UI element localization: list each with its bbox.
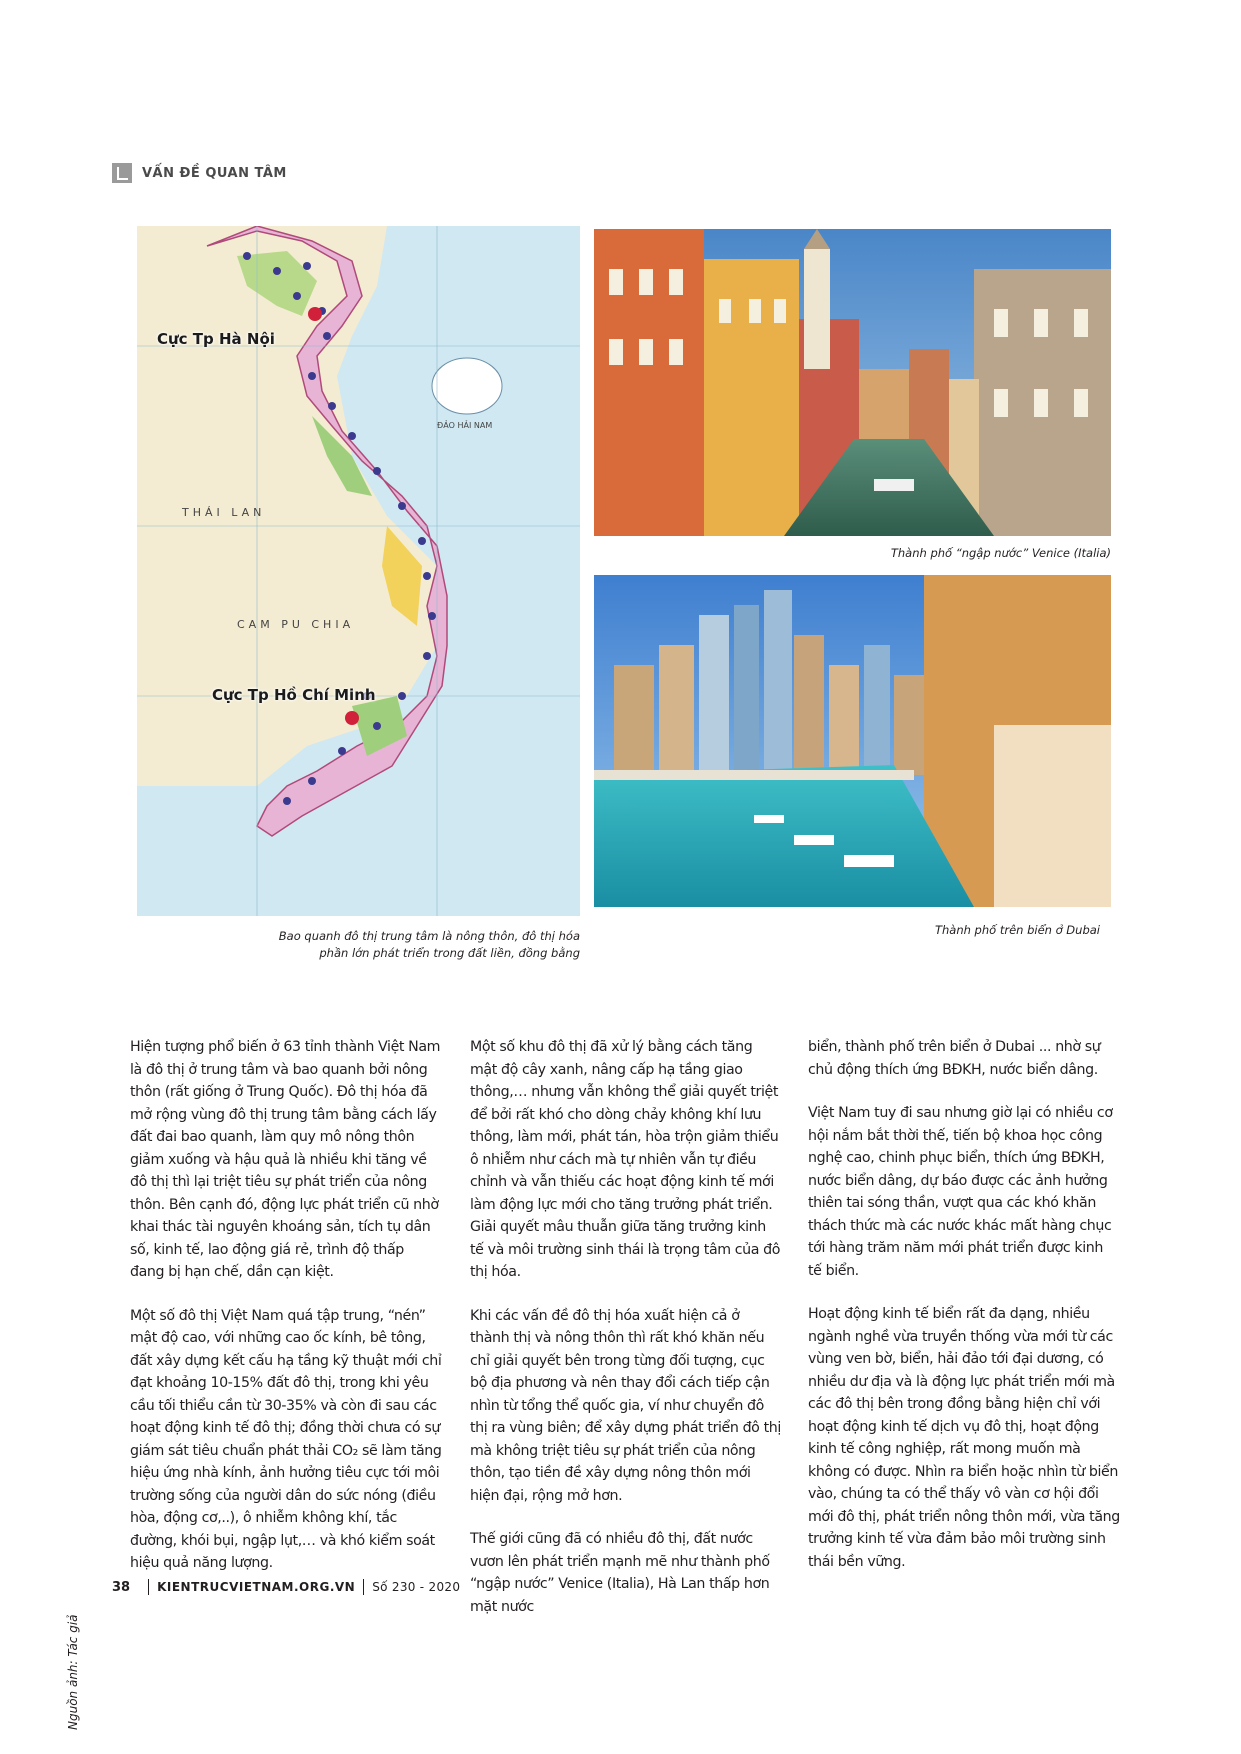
page-number: 38 xyxy=(112,1579,131,1595)
map-label-hainan: ĐẢO HẢI NAM xyxy=(437,421,493,430)
paragraph: Thế giới cũng đã có nhiều đô thị, đất nước vươn lên phát triển mạnh mẽ như thành phố “ngập nước” Venice (Italia), Hà Lan thấp hơn mặt nước xyxy=(470,1531,770,1615)
map-label-hanoi: Cực Tp Hà Nội xyxy=(157,330,275,348)
article-column-1 xyxy=(130,1036,442,1596)
map-label-thailand: THÁI LAN xyxy=(182,506,266,519)
map-caption xyxy=(275,928,580,962)
venice-image xyxy=(594,229,1111,536)
map-label-cambodia: CAM PU CHIA xyxy=(237,618,355,631)
section-header xyxy=(112,163,287,183)
map-caption-line2: phần lớn phát triển trong đất liền, đồng bằng xyxy=(319,946,580,960)
venice-photo xyxy=(594,229,1111,536)
paragraph: Hoạt động kinh tế biển rất đa dạng, nhiều ngành nghề vừa truyền thống vừa mới từ các vùng ven bờ, biển, hải đảo tới đại dương, có nhiều dư địa và là động lực phát triển mới mà các đô thị bên trong đồng bằng hiện chỉ với hoạt động kinh tế dịch vụ đô thị, hoạt động kinh tế công nghiệp, rất mong muốn mà không có được. Nhìn ra biển hoặc nhìn từ biển vào, chúng ta có thể thấy vô vàn cơ hội đổi mới đô thị, phát triển nông thôn mới, vừa tăng trưởng kinh tế vừa đảm bảo môi trường sinh thái bền vững. xyxy=(808,1306,1120,1570)
section-title: VẤN ĐỀ QUAN TÂM xyxy=(142,165,287,181)
paragraph: Hiện tượng phổ biến ở 63 tỉnh thành Việt Nam là đô thị ở trung tâm và bao quanh bởi nông thôn (rất giống ở Trung Quốc). Đô thị hóa đã mở rộng vùng đô thị trung tâm bằng cách lấy đất đai bao quanh, làm quy mô nông thôn giảm xuống và hậu quả là nhiều khi tăng về đô thị thì lại triệt tiêu sự phát triển của nông thôn. Bên cạnh đó, động lực phát triển cũ nhờ khai thác tài nguyên khoáng sản, tích tụ dân số, kinh tế, lao động giá rẻ, trình độ thấp đang bị hạn chế, dần cạn kiệt. xyxy=(130,1039,441,1280)
site-link[interactable]: KIENTRUCVIETNAM.ORG.VN xyxy=(157,1580,356,1594)
document-icon xyxy=(112,163,132,183)
paragraph: Việt Nam tuy đi sau nhưng giờ lại có nhiều cơ hội nắm bắt thời thế, tiến bộ khoa học công nghệ cao, chinh phục biển, thích ứng BĐKH, nước biển dâng, dự báo được các ảnh hưởng thiên tai sóng thần, vượt qua các khó khăn thách thức mà các nước khác mất hàng chục tới hàng trăm năm mới phát triển được kinh tế biển. xyxy=(808,1105,1113,1279)
footer-divider xyxy=(148,1579,149,1595)
paragraph: Khi các vấn đề đô thị hóa xuất hiện cả ở thành thị và nông thôn thì rất khó khăn nếu chỉ giải quyết bên trong từng đối tượng, cục bộ địa phương và nên thay đổi cách tiếp cận nhìn từ tổng thể quốc gia, ví như chuyển đô thị ra vùng biên; để xây dựng phát triển đô thị mà không triệt tiêu sự phát triển của nông thôn, tạo tiền đề xây dựng nông thôn mới hiện đại, rộng mở hơn. xyxy=(470,1307,781,1504)
dubai-photo xyxy=(594,575,1111,907)
photo-credit-text: Nguồn ảnh: Tác giả xyxy=(66,1614,80,1730)
issue-number: Số 230 - 2020 xyxy=(372,1580,461,1594)
paragraph: Một số khu đô thị đã xử lý bằng cách tăng mật độ cây xanh, nâng cấp hạ tầng giao thông,… nhưng vẫn không thể giải quyết triệt để bởi rất khó cho dòng chảy không khí lưu thông, làm mới, phát tán, hòa trộn giảm thiểu ô nhiễm như cách mà tự nhiên vẫn tự điều chỉnh và vẫn thiếu các hoạt động kinh tế mới làm động lực mới cho tăng trưởng phát triển. Giải quyết mâu thuẫn giữa tăng trưởng kinh tế và môi trường sinh thái là trọng tâm của đô thị hóa. xyxy=(470,1039,781,1280)
dubai-image xyxy=(594,575,1111,907)
photo-credit xyxy=(66,1570,86,1730)
map-label-hcm: Cực Tp Hồ Chí Minh xyxy=(212,686,376,704)
paragraph: biển, thành phố trên biển ở Dubai ... nhờ sự chủ động thích ứng BĐKH, nước biển dâng. xyxy=(808,1039,1101,1078)
article-column-3 xyxy=(808,1036,1120,1594)
page-footer xyxy=(112,1578,460,1596)
paragraph: Một số đô thị Việt Nam quá tập trung, “nén” mật độ cao, với những cao ốc kính, bê tông, đất xây dựng kết cấu hạ tầng kỹ thuật mới chỉ đạt khoảng 10-15% đất đô thị, trong khi yêu cầu tối thiểu cần từ 30-35% và còn đi sau các hoạt động kinh tế đô thị; đồng thời chưa có sự giám sát tiêu chuẩn phát thải CO₂ sẽ làm tăng hiệu ứng nhà kính, ảnh hưởng tiêu cực tới môi trường sống của người dân do sức nóng (điều hòa, động cơ,..), ô nhiễm không khí, tắc đường, khói bụi, ngập lụt,… và khó kiểm soát hiệu quả năng lượng. xyxy=(130,1307,442,1571)
vietnam-map xyxy=(137,226,580,916)
footer-divider xyxy=(363,1579,364,1595)
dubai-caption: Thành phố trên biển ở Dubai xyxy=(934,923,1100,937)
article-column-2 xyxy=(470,1036,782,1639)
venice-caption: Thành phố “ngập nước” Venice (Italia) xyxy=(890,546,1111,560)
map-caption-line1: Bao quanh đô thị trung tâm là nông thôn, đô thị hóa xyxy=(278,929,580,943)
